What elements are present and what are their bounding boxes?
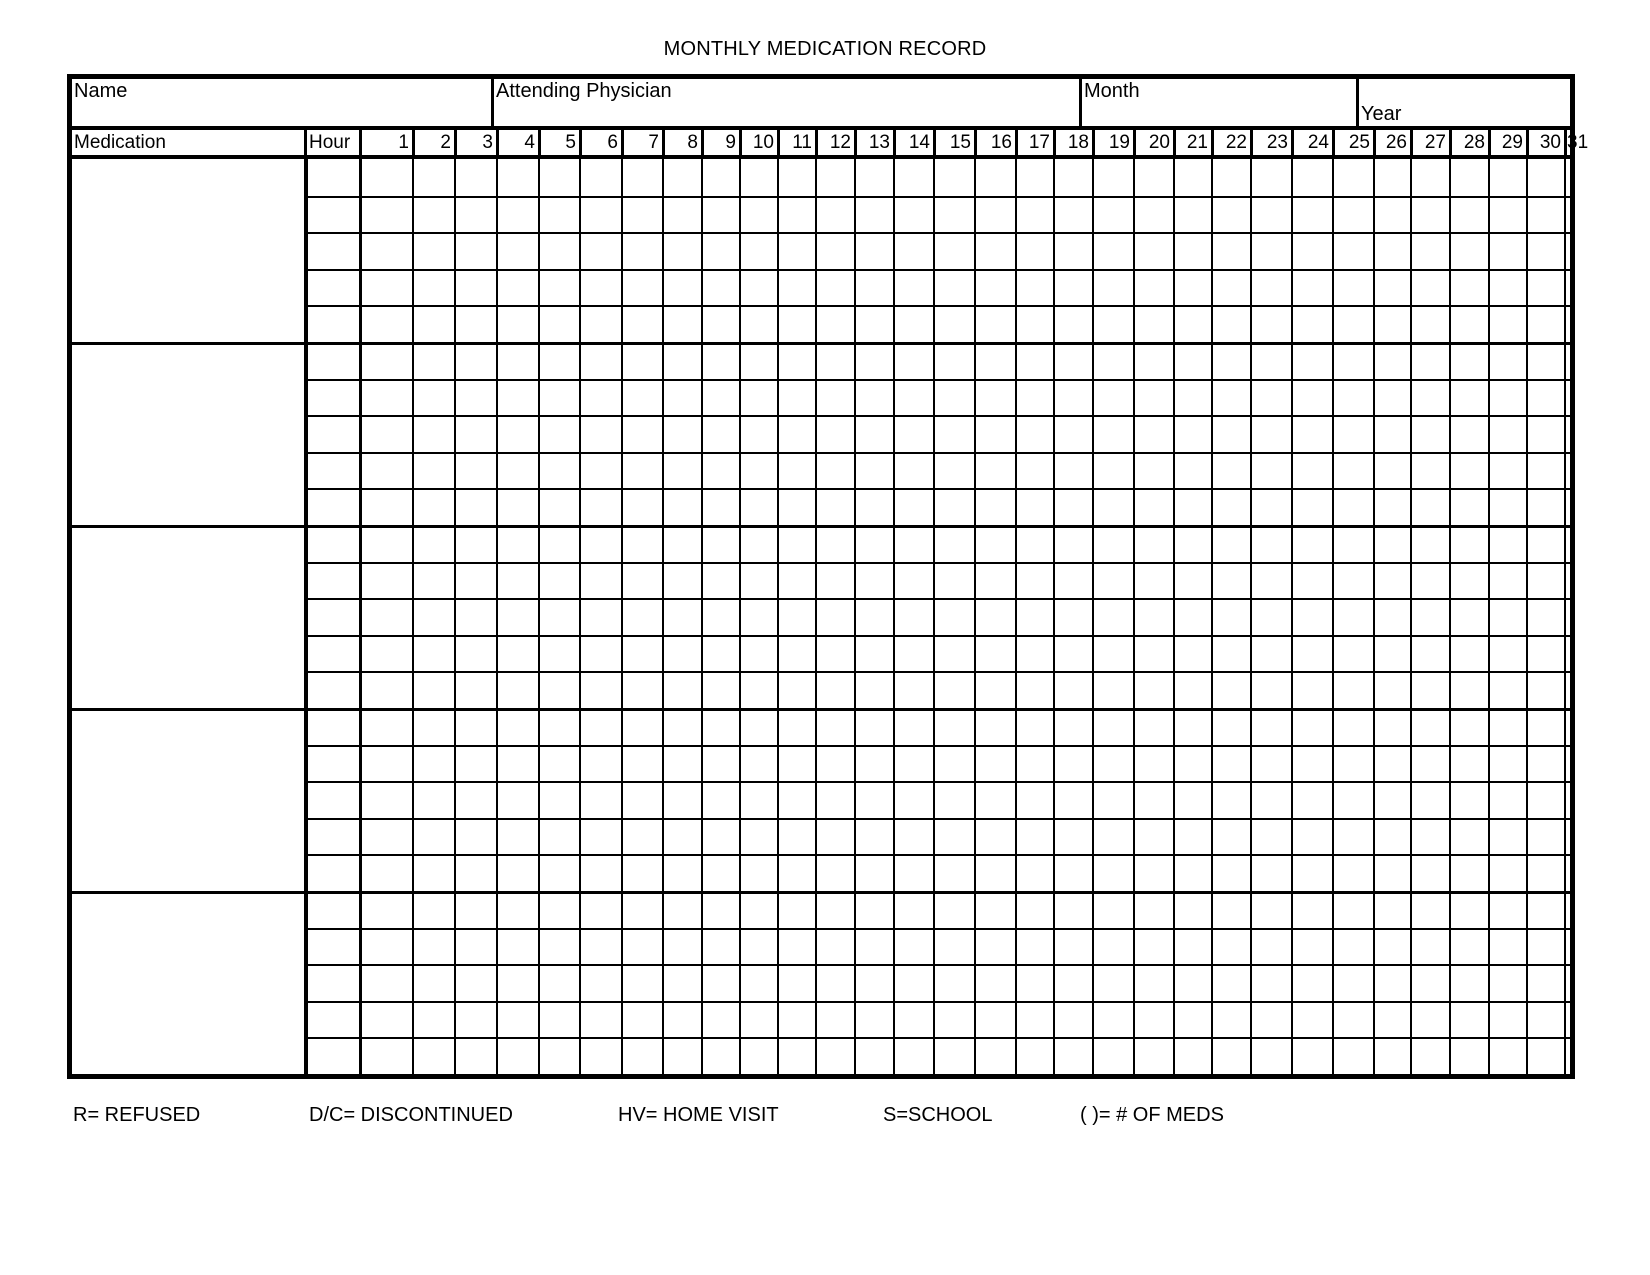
physician-label: Attending Physician (496, 80, 672, 102)
grid-column-line (1449, 159, 1451, 1074)
medication-record-table (67, 74, 1589, 1079)
day-column-header: 2 (412, 130, 454, 155)
day-column-header: 27 (1410, 130, 1449, 155)
month-field[interactable] (1079, 79, 1356, 126)
day-column-header: 14 (893, 130, 933, 155)
grid-column-line (933, 159, 935, 1074)
day-column-header: 26 (1373, 130, 1410, 155)
legend-discontinued: D/C= DISCONTINUED (309, 1104, 513, 1126)
day-column-header: 23 (1250, 130, 1291, 155)
day-column-header: 31 (1564, 130, 1570, 155)
hour-row-line (304, 635, 1570, 637)
grid-column-line (454, 159, 456, 1074)
grid-column-line (538, 159, 540, 1074)
hour-row-line (304, 854, 1570, 856)
hour-row-line (304, 818, 1570, 820)
day-column-header: 29 (1488, 130, 1526, 155)
day-column-header: 1 (359, 130, 412, 155)
hour-row-line (304, 269, 1570, 271)
day-column-header: 10 (739, 130, 777, 155)
day-column-header: 28 (1449, 130, 1488, 155)
hour-row-line (304, 305, 1570, 307)
hour-row-line (304, 196, 1570, 198)
day-column-header: 20 (1133, 130, 1173, 155)
hour-row-line (304, 488, 1570, 490)
header-row (72, 79, 1570, 130)
day-column-header: 7 (621, 130, 662, 155)
day-column-header: 11 (777, 130, 815, 155)
day-column-header: 30 (1526, 130, 1564, 155)
year-field[interactable] (1356, 79, 1570, 126)
year-label: Year (1361, 103, 1402, 125)
grid-column-line (1564, 159, 1566, 1074)
grid-column-line (1173, 159, 1175, 1074)
grid-column-line (854, 159, 856, 1074)
grid-column-line (1053, 159, 1055, 1074)
medication-entry-cell[interactable] (72, 159, 304, 342)
physician-field[interactable] (491, 79, 1079, 126)
day-column-header: 3 (454, 130, 496, 155)
medication-entry-cell[interactable] (72, 891, 304, 1074)
name-label: Name (74, 80, 128, 102)
hour-row-line (304, 415, 1570, 417)
grid-column-line (496, 159, 498, 1074)
medication-entry-cell[interactable] (72, 708, 304, 891)
page-title: MONTHLY MEDICATION RECORD (663, 38, 987, 60)
hour-row-line (304, 1037, 1570, 1039)
day-column-header: 18 (1053, 130, 1092, 155)
grid-column-line (579, 159, 581, 1074)
day-column-header: 16 (974, 130, 1015, 155)
medication-entry-cell[interactable] (72, 525, 304, 708)
hour-row-line (304, 964, 1570, 966)
day-column-header: 24 (1291, 130, 1332, 155)
hour-column-header: Hour (304, 130, 359, 155)
grid-column-line (1291, 159, 1293, 1074)
legend-refused: R= REFUSED (73, 1104, 201, 1126)
medication-entry-cell[interactable] (72, 342, 304, 525)
grid-column-line (1211, 159, 1213, 1074)
day-column-header: 13 (854, 130, 893, 155)
column-header-row (72, 130, 1589, 159)
hour-row-line (304, 232, 1570, 234)
grid-column-line (662, 159, 664, 1074)
hour-row-line (304, 781, 1570, 783)
legend-num-meds: ( )= # OF MEDS (1080, 1104, 1224, 1126)
grid-column-line (1526, 159, 1528, 1074)
day-column-header: 17 (1015, 130, 1053, 155)
hour-row-line (304, 452, 1570, 454)
day-column-header: 22 (1211, 130, 1250, 155)
grid-column-line (304, 159, 308, 1074)
hour-row-line (304, 671, 1570, 673)
hour-row-line (304, 598, 1570, 600)
grid-column-line (815, 159, 817, 1074)
day-column-header: 9 (701, 130, 739, 155)
medication-column-header: Medication (74, 132, 166, 153)
grid-column-line (893, 159, 895, 1074)
grid-column-line (1250, 159, 1252, 1074)
grid-column-line (1410, 159, 1412, 1074)
legend-school: S=SCHOOL (883, 1104, 993, 1126)
medication-grid (72, 159, 1570, 1074)
grid-column-line (777, 159, 779, 1074)
hour-row-line (304, 745, 1570, 747)
month-label: Month (1084, 80, 1140, 102)
hour-row-line (304, 562, 1570, 564)
grid-column-line (1015, 159, 1017, 1074)
day-column-header: 8 (662, 130, 701, 155)
name-field[interactable] (72, 79, 491, 126)
grid-column-line (1373, 159, 1375, 1074)
grid-column-line (1332, 159, 1334, 1074)
grid-column-line (359, 159, 362, 1074)
grid-column-line (412, 159, 414, 1074)
hour-row-line (304, 1001, 1570, 1003)
day-column-header: 5 (538, 130, 579, 155)
grid-column-line (1488, 159, 1490, 1074)
day-column-header: 12 (815, 130, 854, 155)
legend-home-visit: HV= HOME VISIT (618, 1104, 779, 1126)
grid-column-line (701, 159, 703, 1074)
day-column-header: 6 (579, 130, 621, 155)
grid-column-line (621, 159, 623, 1074)
day-column-header: 15 (933, 130, 974, 155)
day-column-header: 19 (1092, 130, 1133, 155)
day-column-header: 4 (496, 130, 538, 155)
grid-column-line (739, 159, 741, 1074)
grid-column-line (1133, 159, 1135, 1074)
day-column-header: 25 (1332, 130, 1373, 155)
grid-column-line (974, 159, 976, 1074)
hour-row-line (304, 928, 1570, 930)
grid-column-line (1092, 159, 1094, 1074)
day-column-header: 21 (1173, 130, 1211, 155)
hour-row-line (304, 379, 1570, 381)
